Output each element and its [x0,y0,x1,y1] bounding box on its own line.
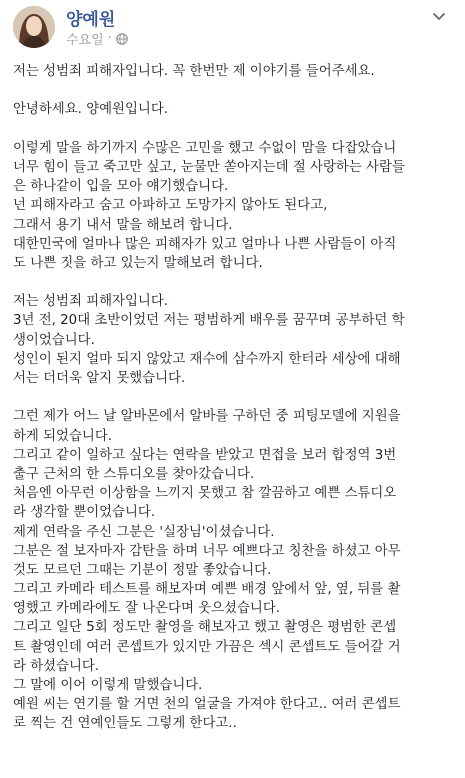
post-text-line: 제게 연락을 주신 그분은 '실장님'이셨습니다. [13,524,275,540]
globe-icon[interactable] [116,33,128,45]
meta-separator: · [107,31,112,46]
post-text-line: 그분은 절 보자마자 감탄을 하며 너무 예쁘다고 칭찬을 하셨고 아무 [13,543,401,559]
blank-line [13,388,459,407]
post-text-line: 너무 힘이 들고 죽고만 싶고, 눈물만 쏟아지는데 절 사랑하는 사람들 [13,159,405,175]
post-header [0,0,465,58]
post-text-line: 안녕하세요. 양예원입니다. [13,102,169,118]
post-text-line: 출구 근처의 한 스튜디오를 찾아갔습니다. [13,466,255,482]
post-text-line: 도 나쁜 짓을 하고 있는지 말해보려 합니다. [13,255,263,271]
post-text-line: 라 하셨습니다. [13,658,100,674]
post-text-line: 하게 되었습니다. [13,428,113,444]
profile-photo [13,6,55,48]
author-name[interactable]: 양예원 [66,10,116,30]
post-text-line: 저는 성범죄 피해자입니다. [13,294,169,310]
post-timestamp[interactable]: 수요일 [66,33,104,48]
post-text-line: 생이었습니다. [13,332,95,348]
post-text-line: 그리고 일단 5회 정도만 촬영을 해보자고 했고 촬영은 평범한 콘셉 [13,620,397,636]
post-text-line: 이렇게 말을 하기까지 수많은 고민을 했고 수없이 맘을 다잡았습니 [13,140,397,156]
post-text-line: 성인이 된지 얼마 되지 않았고 재수에 삼수까지 한터라 세상에 대해 [13,351,401,367]
post-text-line: 로 찍는 건 연예인들도 그렇게 한다고.. [13,716,237,732]
post-text-line: 저는 성범죄 피해자입니다. 꼭 한번만 제 이야기를 들어주세요. [13,64,375,79]
post-text-line: 은 하나같이 입을 모아 얘기했습니다. [13,179,229,195]
post-text-line: 그 말에 이어 이렇게 말했습니다. [13,678,203,693]
post-text-line: 서는 더더욱 알지 못했습니다. [13,371,186,386]
post-text-line: 3년 전, 20대 초반이었던 저는 평범하게 배우를 꿈꾸며 공부하던 학 [13,313,405,329]
post-text-line: 예원 씨는 연기를 할 거면 천의 얼굴을 가져야 한다고.. 여러 콘셉트 [13,697,401,713]
post-text-line: 넌 피해자라고 숨고 아파하고 도망가지 않아도 된다고, [13,198,328,214]
avatar[interactable] [13,6,55,48]
blank-line [13,273,459,292]
post-text-line: 것도 모르던 그때는 기분이 정말 좋았습니다. [13,562,272,578]
blank-line [13,81,459,100]
post-text-line: 그리고 같이 일하고 싶다는 연락을 받았고 면접을 보러 합정역 3번 [13,447,397,463]
post-body [13,62,459,734]
post-text-line: 그리고 카메라 테스트를 해보자며 예쁜 배경 앞에서 앞, 옆, 뒤를 촬 [13,582,401,598]
post-text-line: 처음엔 아무런 이상함을 느끼지 못했고 참 깔끔하고 예쁜 스튜디오 [13,486,397,502]
post-text-line: 라 생각할 뿐이었습니다. [13,505,156,521]
post-text-line: 트 촬영인데 여러 콘셉트가 있지만 가끔은 섹시 콘셉트도 들어갈 거 [13,639,401,655]
post-text-line: 그런 제가 어느 날 알바몬에서 알바를 구하던 중 피팅모델에 지원을 [13,409,401,425]
post-text-line: 그래서 용기 내서 말을 해보려 합니다. [13,217,233,233]
blank-line [13,120,459,139]
post-meta [66,29,128,48]
post-text-line: 영했고 카메라에도 잘 나온다며 웃으셨습니다. [13,601,281,617]
chevron-down-icon[interactable] [431,8,447,24]
post-text-line: 대한민국에 얼마나 많은 피해자가 있고 얼마나 나쁜 사람들이 아직 [13,236,397,252]
